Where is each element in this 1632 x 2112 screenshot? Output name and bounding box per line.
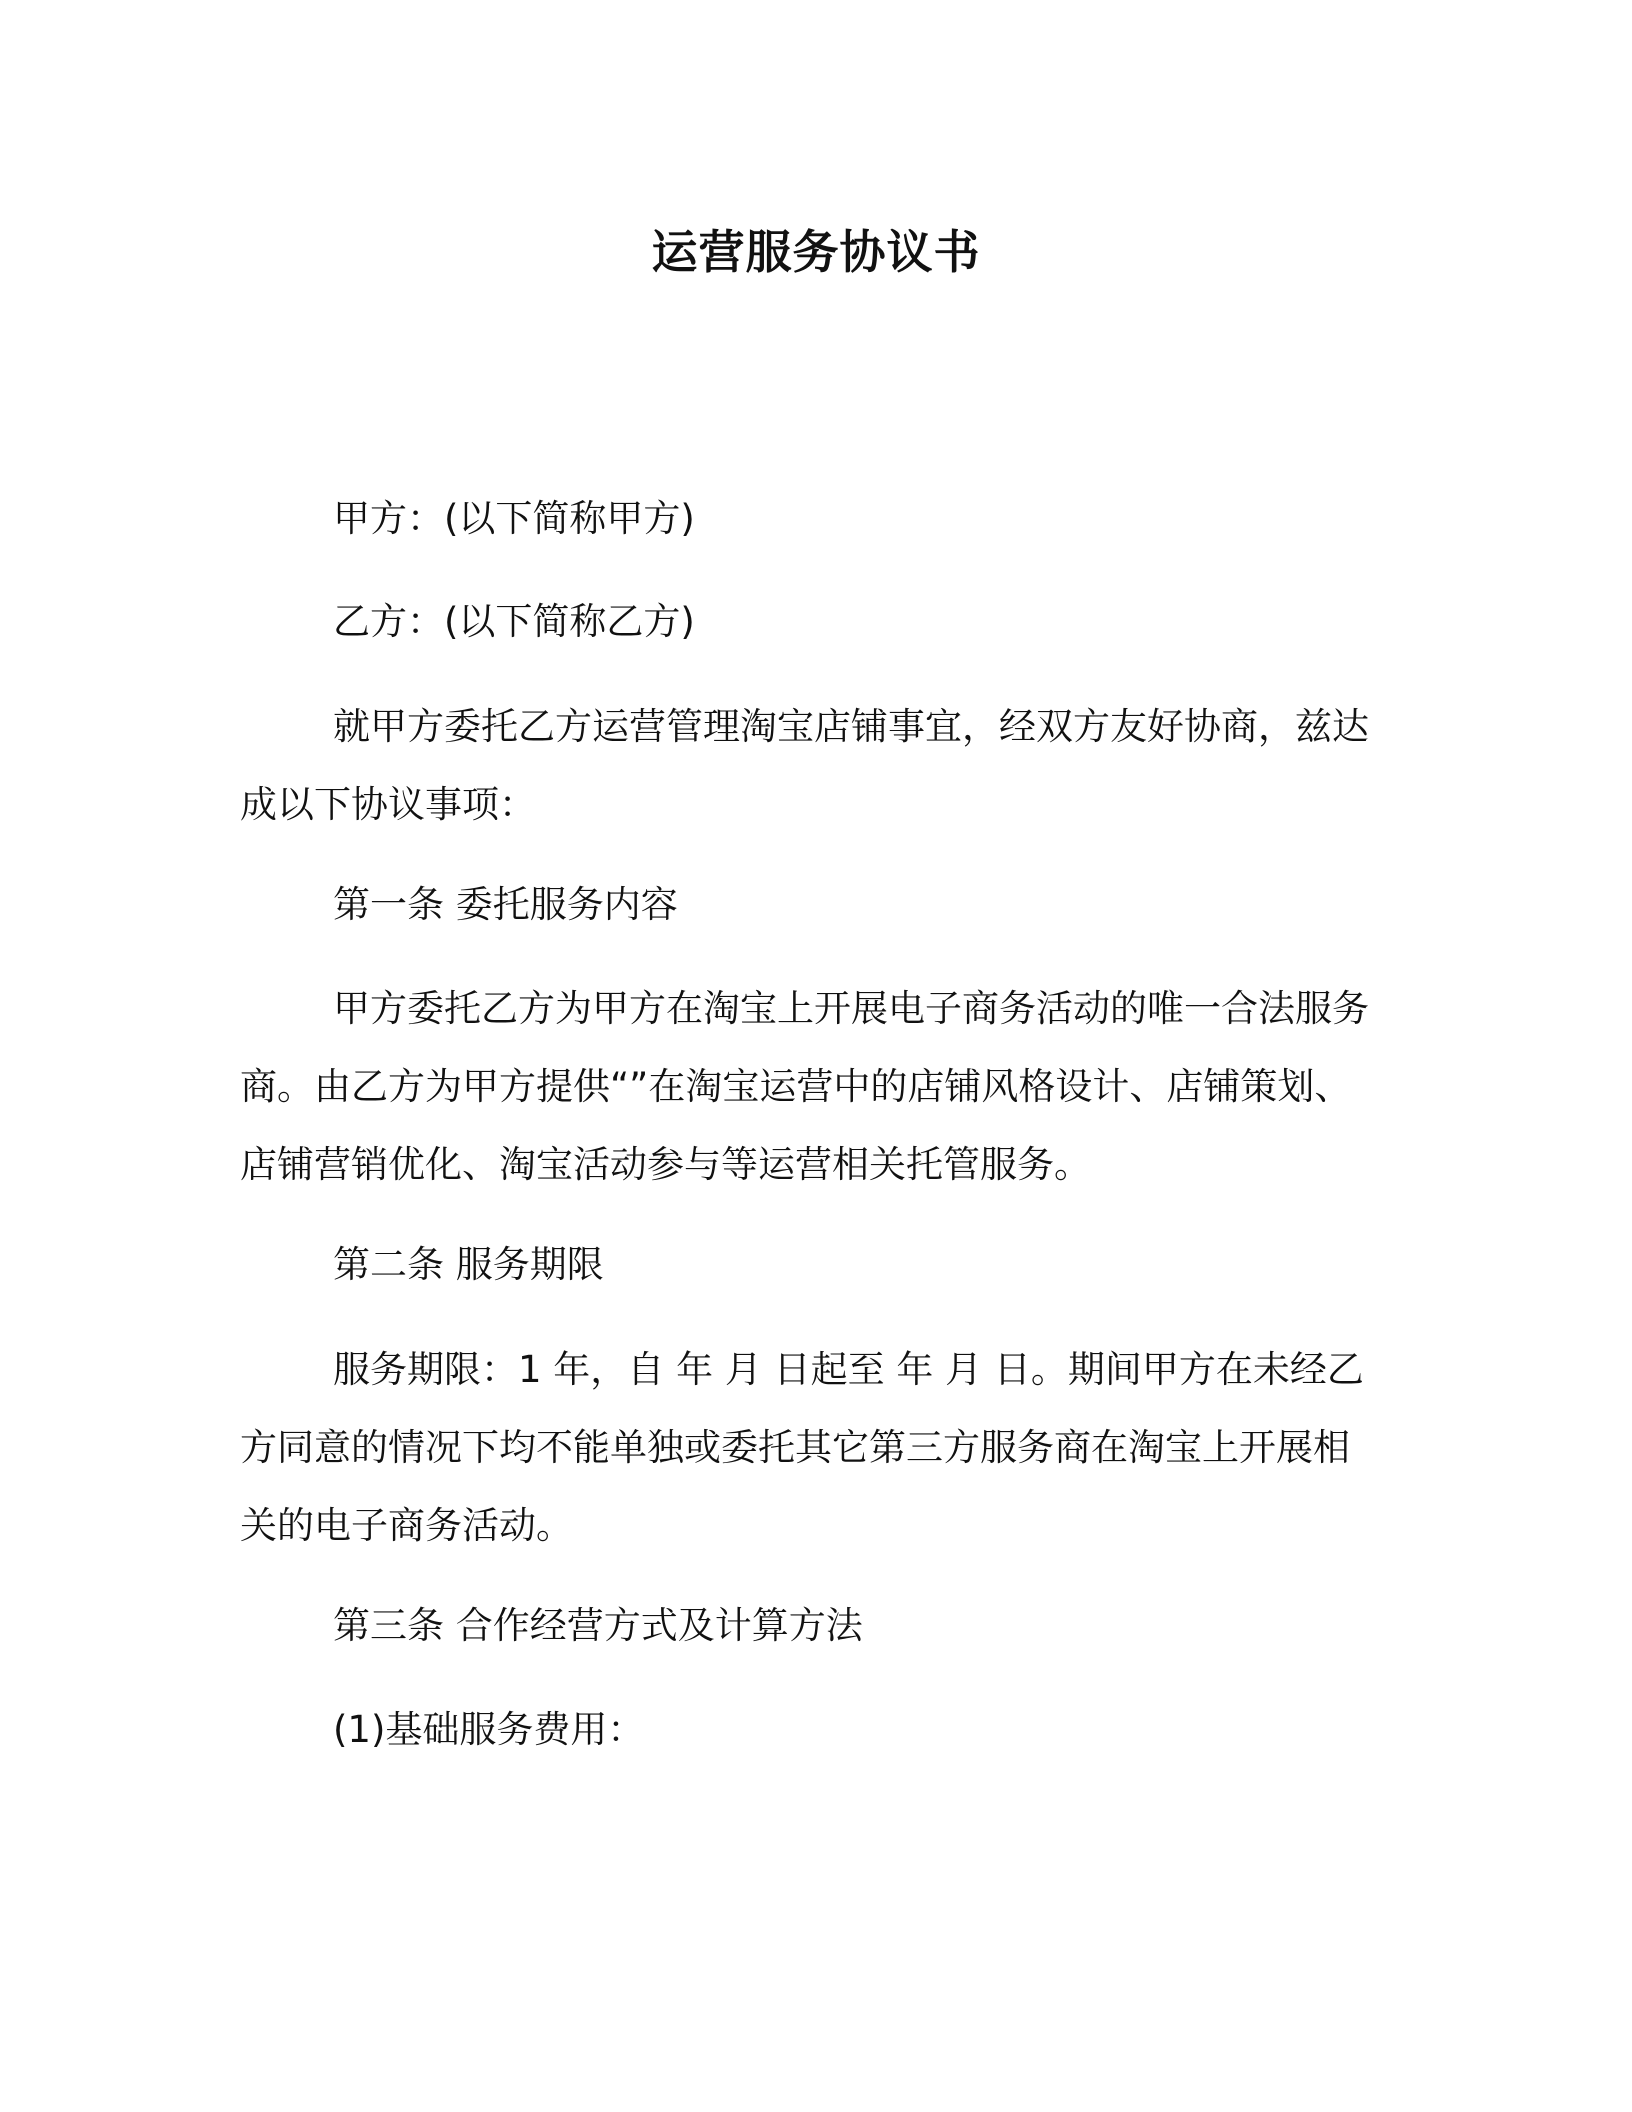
- document-title: 运营服务协议书: [651, 225, 981, 279]
- article2-line-2: 方同意的情况下均不能单独或委托其它第三方服务商在淘宝上开展相: [240, 1426, 1350, 1469]
- party-a-line: 甲方：(以下简称甲方): [333, 497, 695, 540]
- intro-line-2: 成以下协议事项：: [240, 783, 536, 826]
- party-b-line: 乙方：(以下简称乙方): [333, 600, 695, 643]
- article1-line-1: 甲方委托乙方为甲方在淘宝上开展电子商务活动的唯一合法服务: [333, 987, 1369, 1030]
- article2-line-3: 关的电子商务活动。: [240, 1504, 573, 1547]
- article2-heading: 第二条 服务期限: [333, 1243, 604, 1286]
- article2-line-1: 服务期限：1 年，自 年 月 日起至 年 月 日。期间甲方在未经乙: [333, 1348, 1364, 1391]
- article1-line-2: 商。由乙方为甲方提供“”在淘宝运营中的店铺风格设计、店铺策划、: [240, 1065, 1352, 1108]
- intro-line-1: 就甲方委托乙方运营管理淘宝店铺事宜，经双方友好协商，兹达: [333, 705, 1369, 748]
- article3-heading: 第三条 合作经营方式及计算方法: [333, 1604, 863, 1647]
- article1-heading: 第一条 委托服务内容: [333, 883, 678, 926]
- article3-item-1: (1)基础服务费用：: [333, 1708, 645, 1751]
- article1-line-3: 店铺营销优化、淘宝活动参与等运营相关托管服务。: [240, 1143, 1091, 1186]
